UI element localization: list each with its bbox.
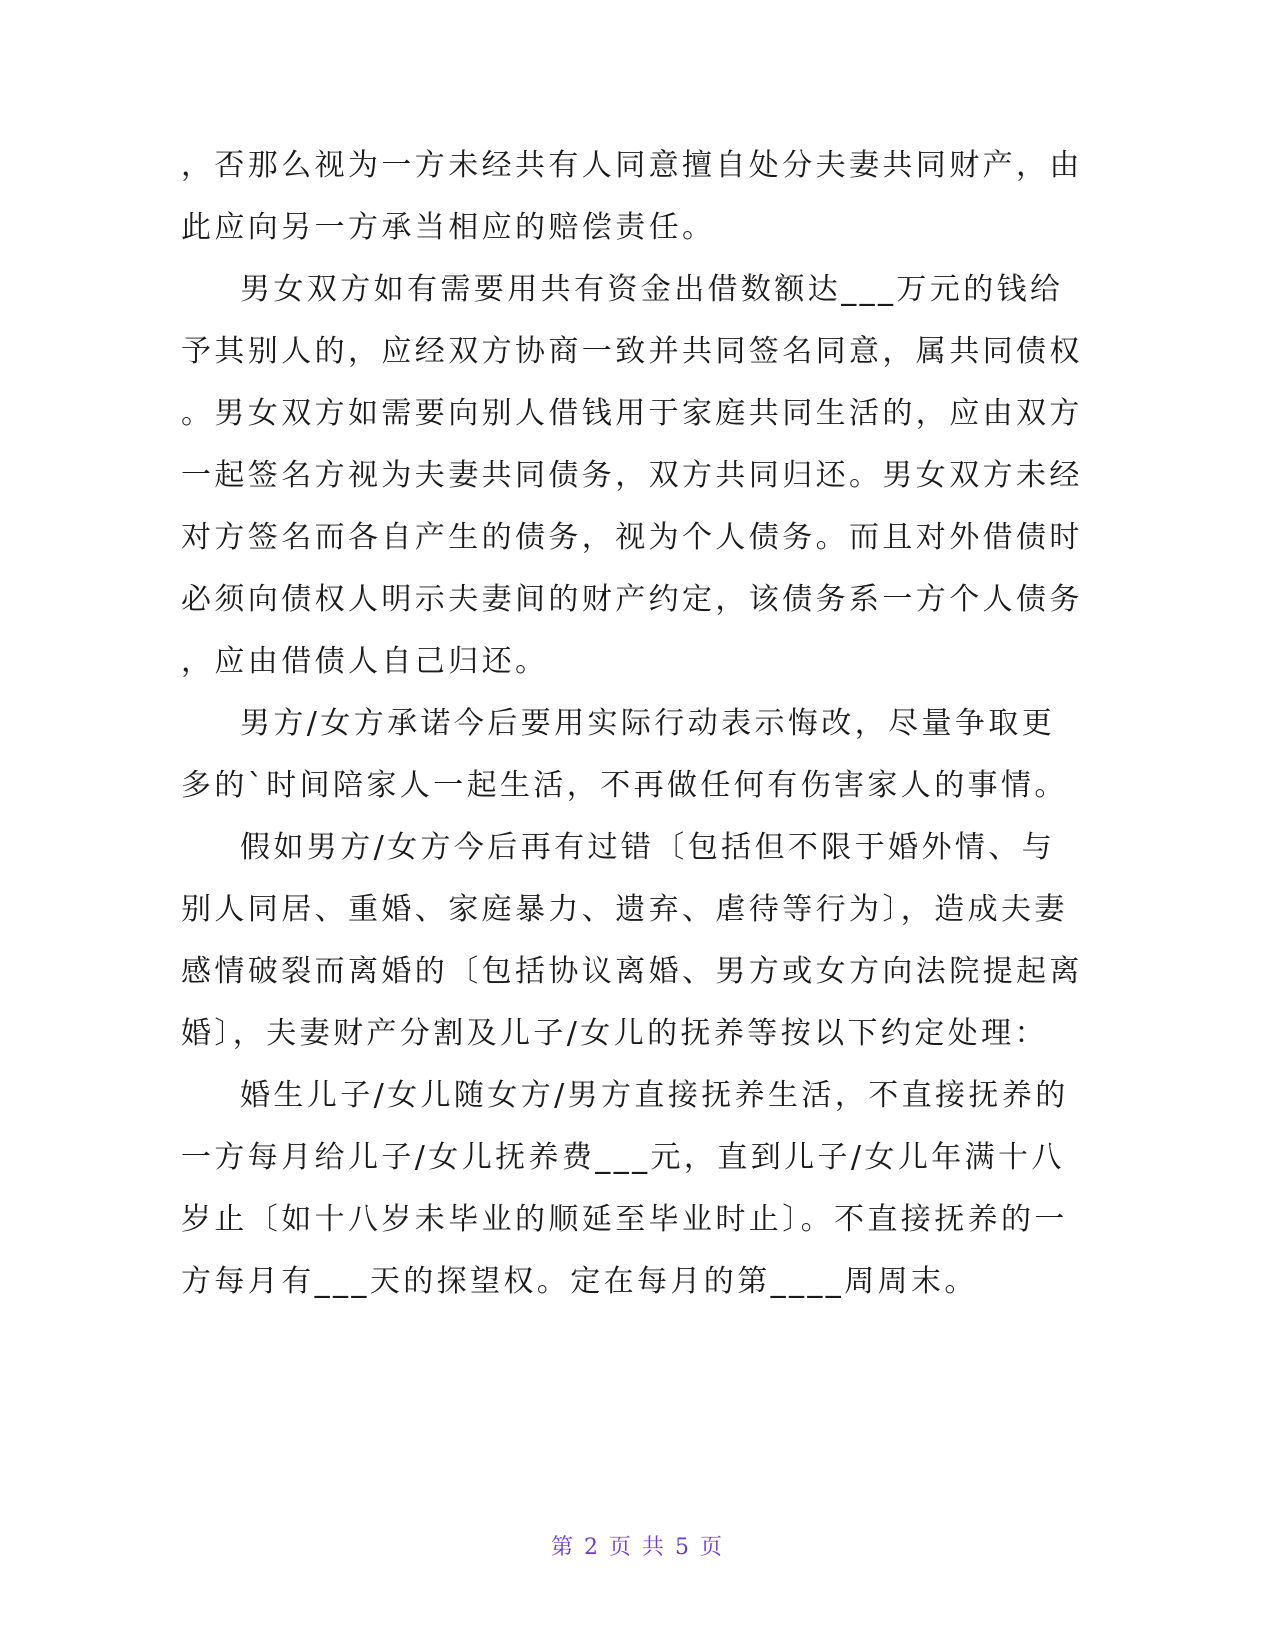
text-line-content: 方每月有___天的探望权。定在每月的第____周周末。: [181, 1264, 978, 1299]
text-line-content: ，应由借债人自己归还。: [181, 644, 549, 679]
paragraph-first-line: [0, 270, 1275, 310]
text-line: [0, 1138, 1275, 1178]
text-line-content: 此应向另一方承当相应的赔偿责任。: [181, 210, 716, 245]
text-line-content: 男方/女方承诺今后要用实际行动表示悔改，尽量争取更: [240, 706, 1056, 741]
text-line-content: 。男女双方如需要向别人借钱用于家庭共同生活的，应由双方: [181, 396, 1083, 431]
text-line: [0, 642, 1275, 682]
text-line-content: 对方签名而各自产生的债务，视为个人债务。而且对外借债时: [181, 520, 1083, 555]
text-line-content: 必须向债权人明示夫妻间的财产约定，该债务系一方个人债务: [181, 582, 1083, 617]
text-line-content: 予其别人的，应经双方协商一致并共同签名同意，属共同债权: [181, 334, 1083, 369]
text-line: [0, 580, 1275, 620]
text-line-content: 多的`时间陪家人一起生活，不再做任何有伤害家人的事情。: [181, 768, 1068, 803]
text-line: [0, 890, 1275, 930]
text-line-content: 婚〕，夫妻财产分割及儿子/女儿的抚养等按以下约定处理：: [181, 1016, 1048, 1051]
page-number-footer: 第 2 页 共 5 页: [551, 1535, 724, 1560]
text-line: [0, 518, 1275, 558]
text-line: [0, 1200, 1275, 1240]
text-line: [0, 1262, 1275, 1302]
text-line: [0, 208, 1275, 248]
text-line-content: 男女双方如有需要用共有资金出借数额达___万元的钱给: [240, 272, 1064, 307]
text-line-content: 一起签名方视为夫妻共同债务，双方共同归还。男女双方未经: [181, 458, 1083, 493]
text-line: [0, 952, 1275, 992]
text-line: [0, 1014, 1275, 1054]
text-line-content: 感情破裂而离婚的〔包括协议离婚、男方或女方向法院提起离: [181, 954, 1083, 989]
text-line: [0, 332, 1275, 372]
text-line-content: 别人同居、重婚、家庭暴力、遗弃、虐待等行为〕，造成夫妻: [181, 892, 1068, 927]
paragraph-first-line: [0, 1076, 1275, 1116]
text-line-content: 婚生儿子/女儿随女方/男方直接抚养生活，不直接抚养的: [240, 1078, 1069, 1113]
text-line-content: ，否那么视为一方未经共有人同意擅自处分夫妻共同财产，由: [181, 148, 1083, 183]
text-line-content: 岁止〔如十八岁未毕业的顺延至毕业时止〕。不直接抚养的一: [181, 1202, 1068, 1237]
text-line: [0, 394, 1275, 434]
paragraph-first-line: [0, 828, 1275, 868]
text-line: [0, 766, 1275, 806]
text-line-content: 一方每月给儿子/女儿抚养费___元，直到儿子/女儿年满十八: [181, 1140, 1065, 1175]
paragraph-first-line: [0, 704, 1275, 744]
text-line: [0, 146, 1275, 186]
text-line: [0, 456, 1275, 496]
text-line-content: 假如男方/女方今后再有过错〔包括但不限于婚外情、与: [240, 830, 1056, 865]
